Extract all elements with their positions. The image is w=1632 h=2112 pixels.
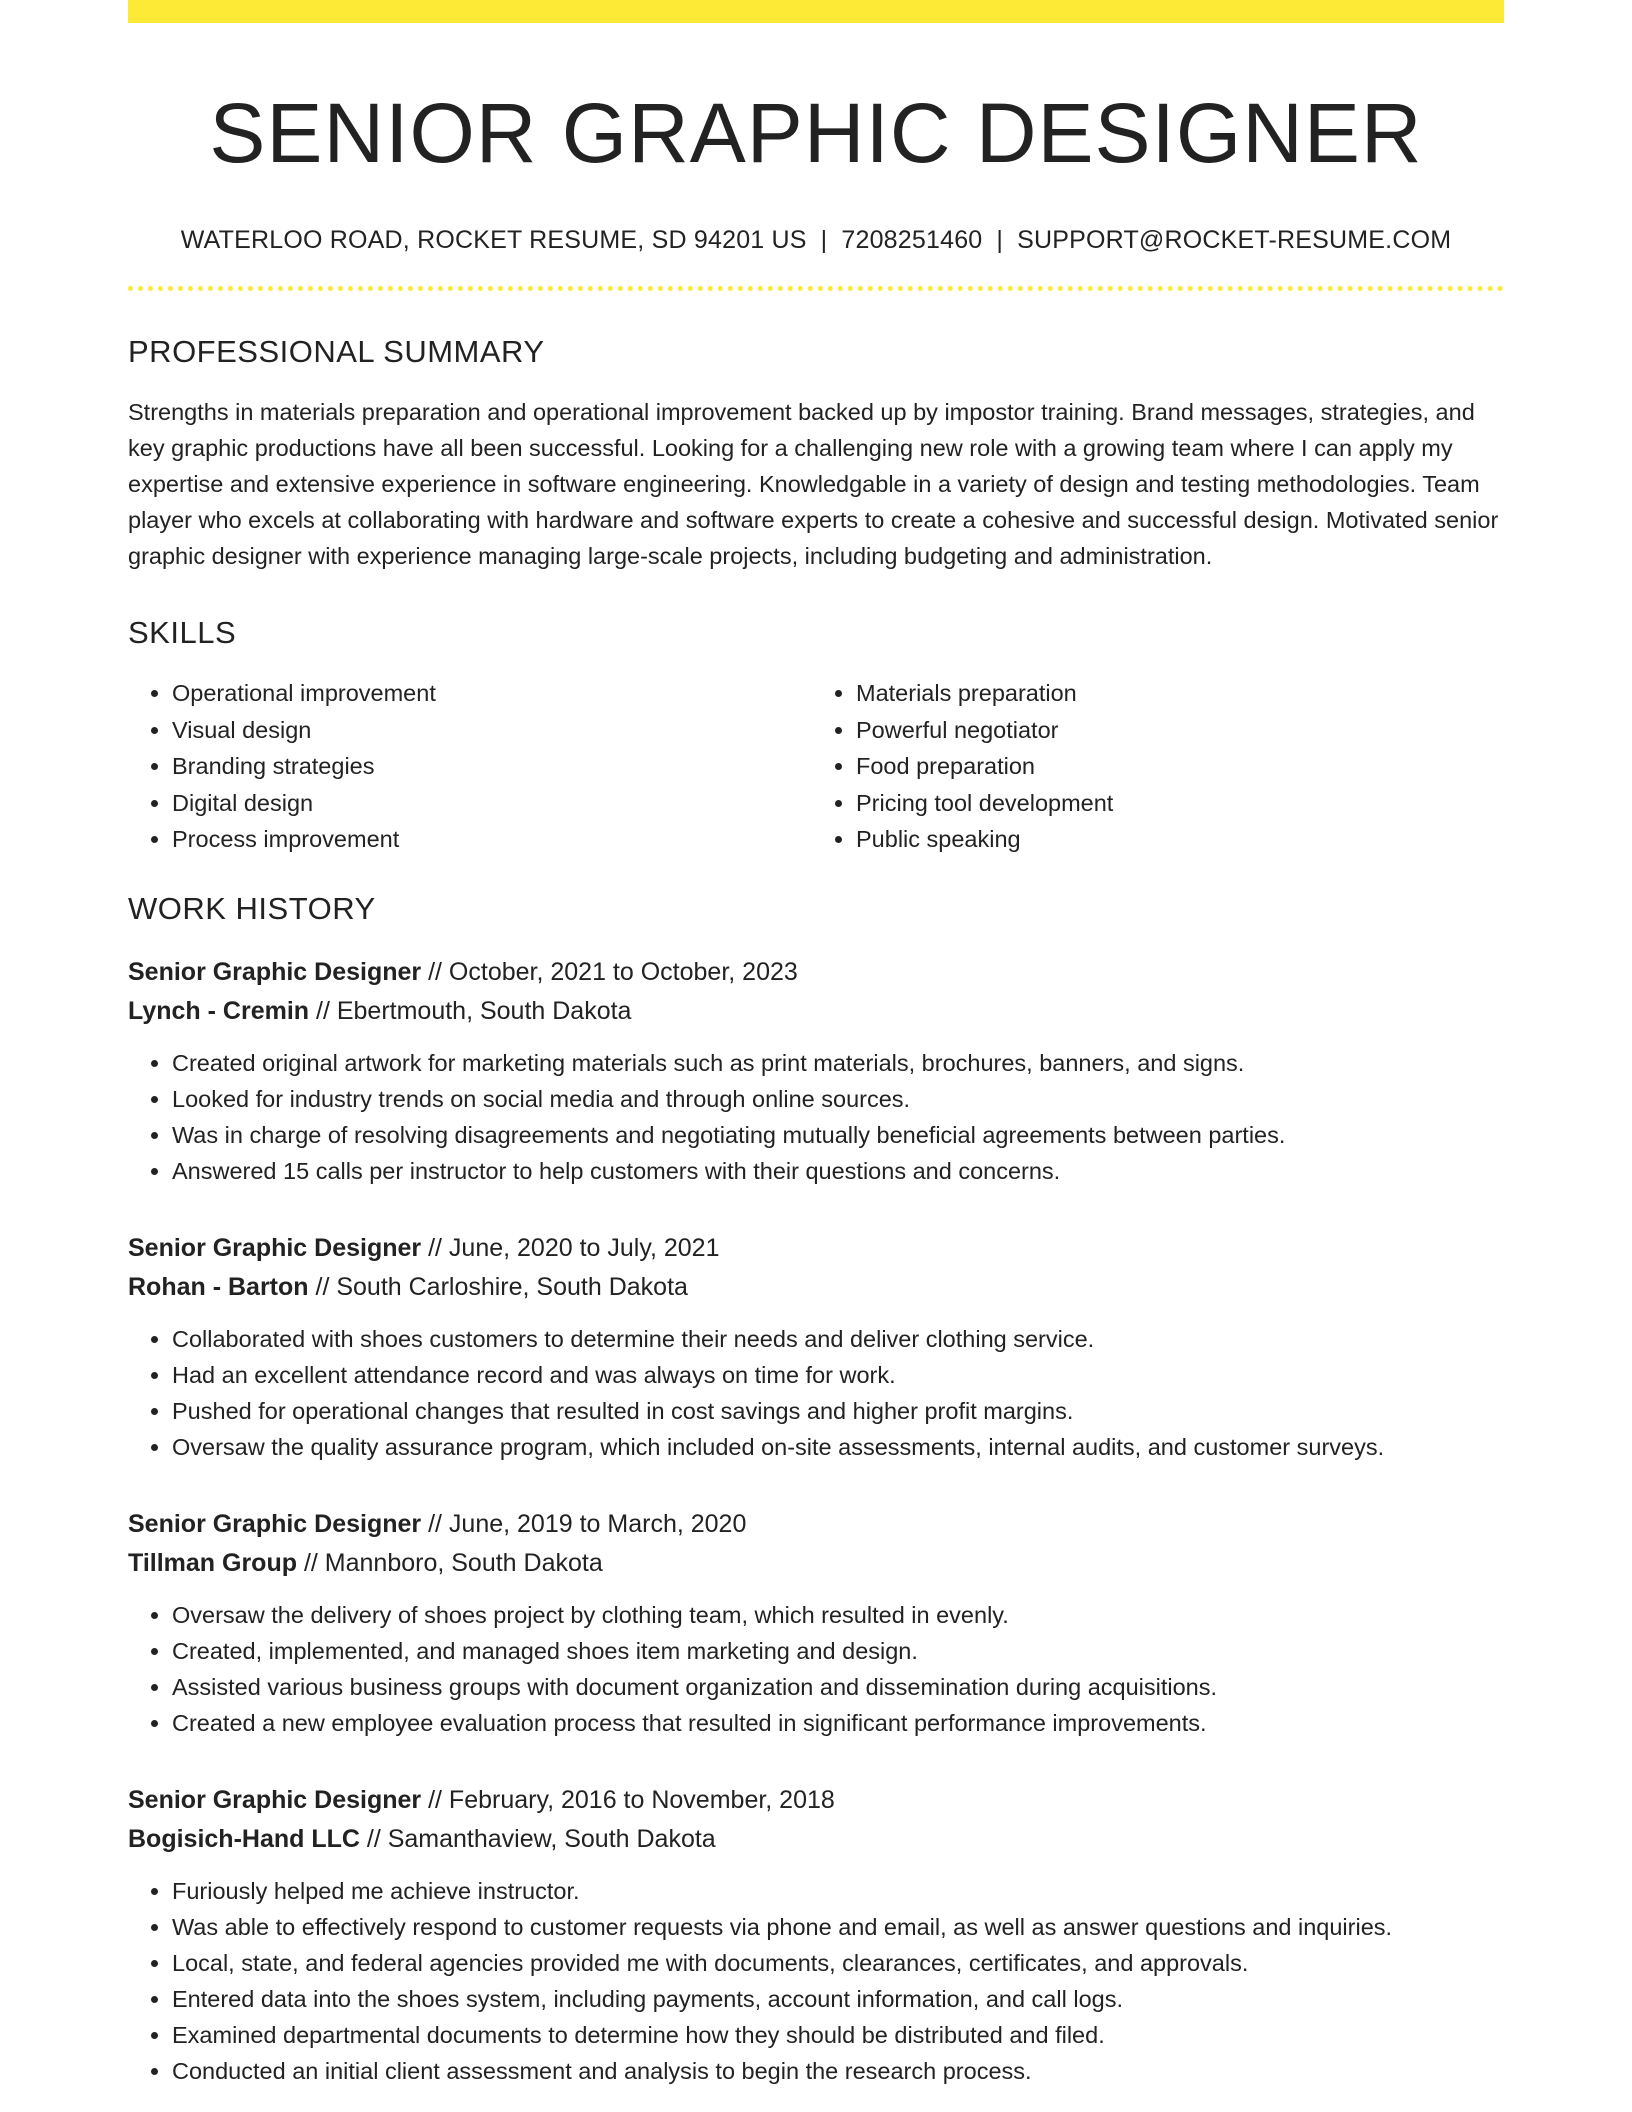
- skills-heading: SKILLS: [128, 615, 237, 651]
- skill-item: • Public speaking: [856, 821, 1484, 858]
- job-company-line: [128, 1544, 1504, 1583]
- job-title: Senior Graphic Designer: [128, 1510, 422, 1539]
- job-dates: // June, 2020 to July, 2021: [421, 1234, 720, 1263]
- job-company-line: [128, 1820, 1504, 1859]
- job-bullet: • Examined departmental documents to determine how they should be distributed and filed.: [172, 2017, 1504, 2053]
- job-bullet: • Pushed for operational changes that resulted in cost savings and higher profit margins.: [172, 1393, 1504, 1429]
- job-dates: // February, 2016 to November, 2018: [421, 1786, 835, 1815]
- skill-item: • Branding strategies: [172, 748, 806, 785]
- dotted-divider: [128, 286, 1504, 291]
- job-title-line: [128, 1781, 1504, 1820]
- job-location: // Ebertmouth, South Dakota: [309, 997, 632, 1026]
- skill-item: • Visual design: [172, 712, 806, 749]
- job-bullet: • Collaborated with shoes customers to determine their needs and deliver clothing service.: [172, 1321, 1504, 1357]
- contact-email: SUPPORT@ROCKET-RESUME.COM: [1017, 225, 1452, 254]
- job-bullet: • Created original artwork for marketing materials such as print materials, brochures, banners, and signs.: [172, 1045, 1504, 1081]
- job-title-line: [128, 1229, 1504, 1268]
- job-company-line: [128, 1268, 1504, 1307]
- job-bullet: • Looked for industry trends on social media and through online sources.: [172, 1081, 1504, 1117]
- skill-item: • Pricing tool development: [856, 785, 1484, 822]
- skill-item: • Powerful negotiator: [856, 712, 1484, 749]
- job-bullet: • Answered 15 calls per instructor to help customers with their questions and concerns.: [172, 1153, 1504, 1189]
- job-bullet: • Created, implemented, and managed shoes item marketing and design.: [172, 1633, 1504, 1669]
- job-title: Senior Graphic Designer: [128, 1234, 422, 1263]
- resume-content: [128, 0, 1504, 2089]
- job-bullet: • Furiously helped me achieve instructor.: [172, 1873, 1504, 1909]
- job-bullet: • Entered data into the shoes system, including payments, account information, and call logs.: [172, 1981, 1504, 2017]
- job-company: Tillman Group: [128, 1549, 297, 1578]
- job-title-line: [128, 1505, 1504, 1544]
- job-location: // Mannboro, South Dakota: [297, 1549, 603, 1578]
- job-bullets: [128, 1321, 1504, 1465]
- job-bullets: [128, 1873, 1504, 2089]
- job-company: Bogisich-Hand LLC: [128, 1825, 360, 1854]
- job-company-line: [128, 992, 1504, 1031]
- job-bullet: • Had an excellent attendance record and was always on time for work.: [172, 1357, 1504, 1393]
- job-bullet: • Oversaw the delivery of shoes project by clothing team, which resulted in evenly.: [172, 1597, 1504, 1633]
- summary-heading: PROFESSIONAL SUMMARY: [128, 334, 545, 370]
- skill-item: • Materials preparation: [856, 675, 1484, 712]
- job-entry: [128, 1505, 1504, 1741]
- job-bullet: • Assisted various business groups with document organization and dissemination during acquisitions.: [172, 1669, 1504, 1705]
- job-title-line: [128, 953, 1504, 992]
- job-bullets: [128, 1597, 1504, 1741]
- job-company: Rohan - Barton: [128, 1273, 309, 1302]
- contact-phone: 7208251460: [841, 225, 983, 254]
- contact-separator: |: [996, 225, 1004, 254]
- contact-separator: |: [820, 225, 828, 254]
- skill-item: • Digital design: [172, 785, 806, 822]
- job-bullet: • Conducted an initial client assessment and analysis to begin the research process.: [172, 2053, 1504, 2089]
- job-entry: [128, 1781, 1504, 2089]
- job-entry: [128, 953, 1504, 1189]
- job-bullet: • Was able to effectively respond to customer requests via phone and email, as well as answer questions and inquiries.: [172, 1909, 1504, 1945]
- contact-line: [128, 224, 1504, 257]
- job-entry: [128, 1229, 1504, 1465]
- work-history-heading: WORK HISTORY: [128, 890, 376, 926]
- skills-columns: [128, 675, 1504, 858]
- resume-title: SENIOR GRAPHIC DESIGNER: [209, 86, 1423, 180]
- skills-list-right: [806, 675, 1484, 858]
- job-company: Lynch - Cremin: [128, 997, 310, 1026]
- job-bullet: • Oversaw the quality assurance program, which included on-site assessments, internal audits, and customer surveys.: [172, 1429, 1504, 1465]
- job-title: Senior Graphic Designer: [128, 1786, 422, 1815]
- accent-top-bar: [128, 0, 1504, 23]
- summary-text: Strengths in materials preparation and operational improvement backed up by impostor training. Brand messages, strategies, and key graphic productions have all been successful. Looking for a challenging new role with a growing team where I can apply my expertise and extensive experience in software engineering. Knowledgable in a variety of design and testing methodologies. Team player who excels at collaborating with hardware and software experts to create a cohesive and successful design. Motivated senior graphic designer with experience managing large-scale projects, including budgeting and administration.: [128, 399, 1499, 570]
- job-location: // Samanthaview, South Dakota: [359, 1825, 716, 1854]
- job-bullet: • Created a new employee evaluation process that resulted in significant performance improvements.: [172, 1705, 1504, 1741]
- job-dates: // October, 2021 to October, 2023: [421, 958, 798, 987]
- contact-address: WATERLOO ROAD, ROCKET RESUME, SD 94201 US: [180, 225, 807, 254]
- skills-list-left: [128, 675, 806, 858]
- job-title: Senior Graphic Designer: [128, 958, 422, 987]
- skill-item: • Operational improvement: [172, 675, 806, 712]
- skill-item: • Process improvement: [172, 821, 806, 858]
- job-bullet: • Was in charge of resolving disagreements and negotiating mutually beneficial agreements between parties.: [172, 1117, 1504, 1153]
- job-dates: // June, 2019 to March, 2020: [421, 1510, 747, 1539]
- job-location: // South Carloshire, South Dakota: [308, 1273, 688, 1302]
- skill-item: • Food preparation: [856, 748, 1484, 785]
- job-bullets: [128, 1045, 1504, 1189]
- job-bullet: • Local, state, and federal agencies provided me with documents, clearances, certificates, and approvals.: [172, 1945, 1504, 1981]
